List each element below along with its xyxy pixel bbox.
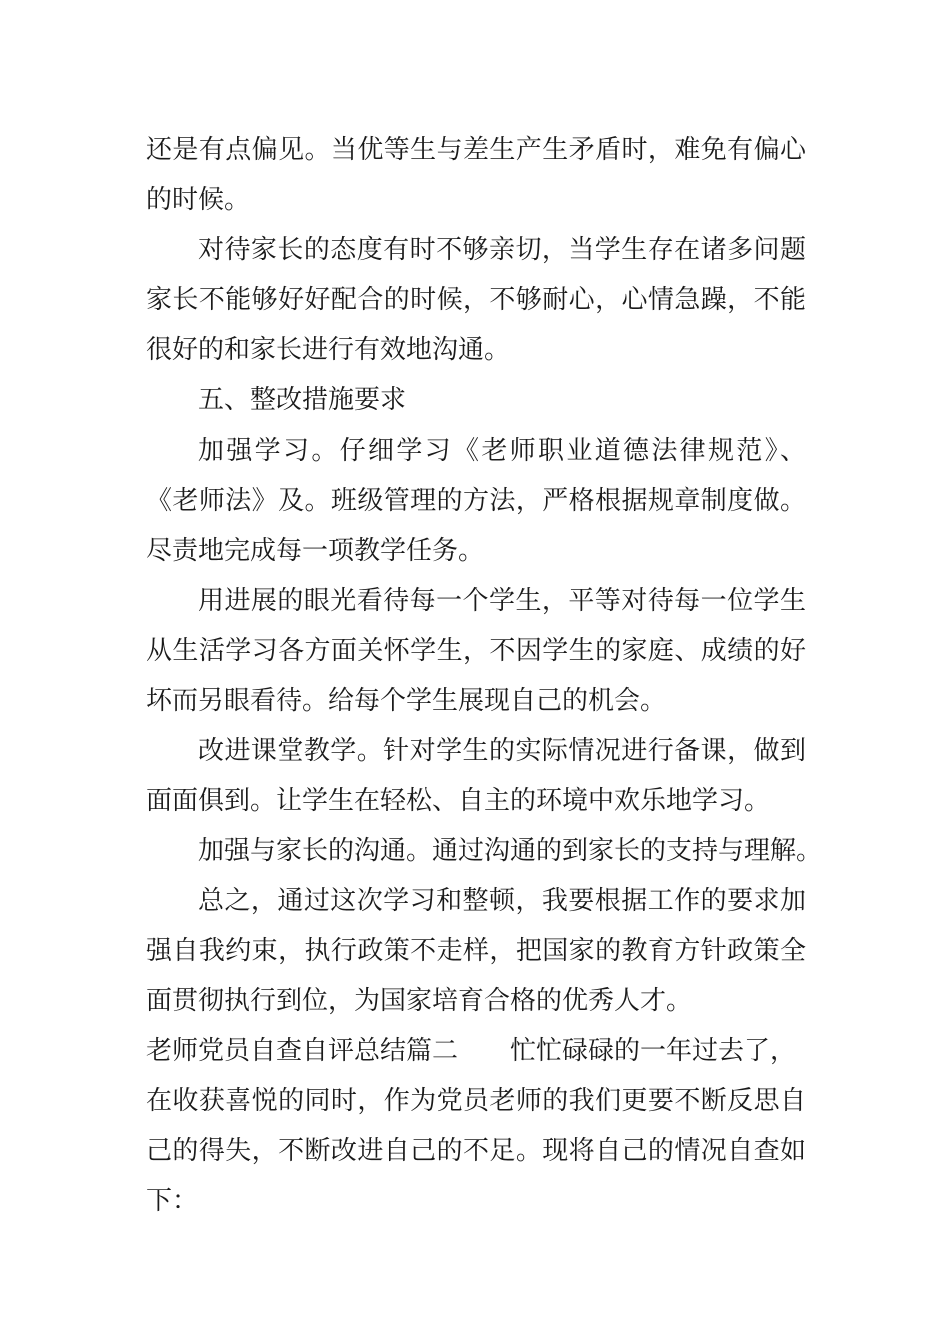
text-line: 《老师法》及。班级管理的方法，严格根据规章制度做。 (146, 486, 806, 516)
text-line: 还是有点偏见。当优等生与差生产生矛盾时，难免有偏心 (146, 135, 806, 165)
paragraph-first-line: 加强与家长的沟通。通过沟通的到家长的支持与理解。 (198, 836, 823, 866)
text-line: 强自我约束，执行政策不走样，把国家的教育方针政策全 (146, 936, 806, 966)
text-line: 的时候。 (146, 185, 251, 215)
paragraph-first-line: 总之，通过这次学习和整顿，我要根据工作的要求加 (198, 886, 806, 916)
text-line: 面贯彻执行到位，为国家培育合格的优秀人才。 (146, 986, 693, 1016)
text-line: 忙忙碌碌的一年过去了， (510, 1036, 797, 1066)
section-title-line (146, 1031, 806, 1071)
text-line: 下： (146, 1186, 199, 1216)
text-line: 在收获喜悦的同时，作为党员老师的我们更要不断反思自 (146, 1086, 806, 1116)
section-title: 老师党员自查自评总结篇二 (146, 1036, 459, 1066)
text-line: 己的得失，不断改进自己的不足。现将自己的情况自查如 (146, 1136, 806, 1166)
text-line: 尽责地完成每一项教学任务。 (146, 536, 485, 566)
text-line: 坏而另眼看待。给每个学生展现自己的机会。 (146, 686, 667, 716)
text-line: 很好的和家长进行有效地沟通。 (146, 335, 511, 365)
section-heading: 五、整改措施要求 (198, 385, 407, 415)
paragraph-first-line: 对待家长的态度有时不够亲切，当学生存在诸多问题 (198, 235, 806, 265)
paragraph-first-line: 加强学习。仔细学习《老师职业道德法律规范》、 (198, 436, 806, 466)
text-line: 面面俱到。让学生在轻松、自主的环境中欢乐地学习。 (146, 786, 771, 816)
text-line: 家长不能够好好配合的时候，不够耐心，心情急躁，不能 (146, 285, 806, 315)
text-line: 从生活学习各方面关怀学生，不因学生的家庭、成绩的好 (146, 636, 806, 666)
paragraph-first-line: 用进展的眼光看待每一个学生，平等对待每一位学生 (198, 586, 806, 616)
paragraph-first-line: 改进课堂教学。针对学生的实际情况进行备课，做到 (198, 736, 806, 766)
